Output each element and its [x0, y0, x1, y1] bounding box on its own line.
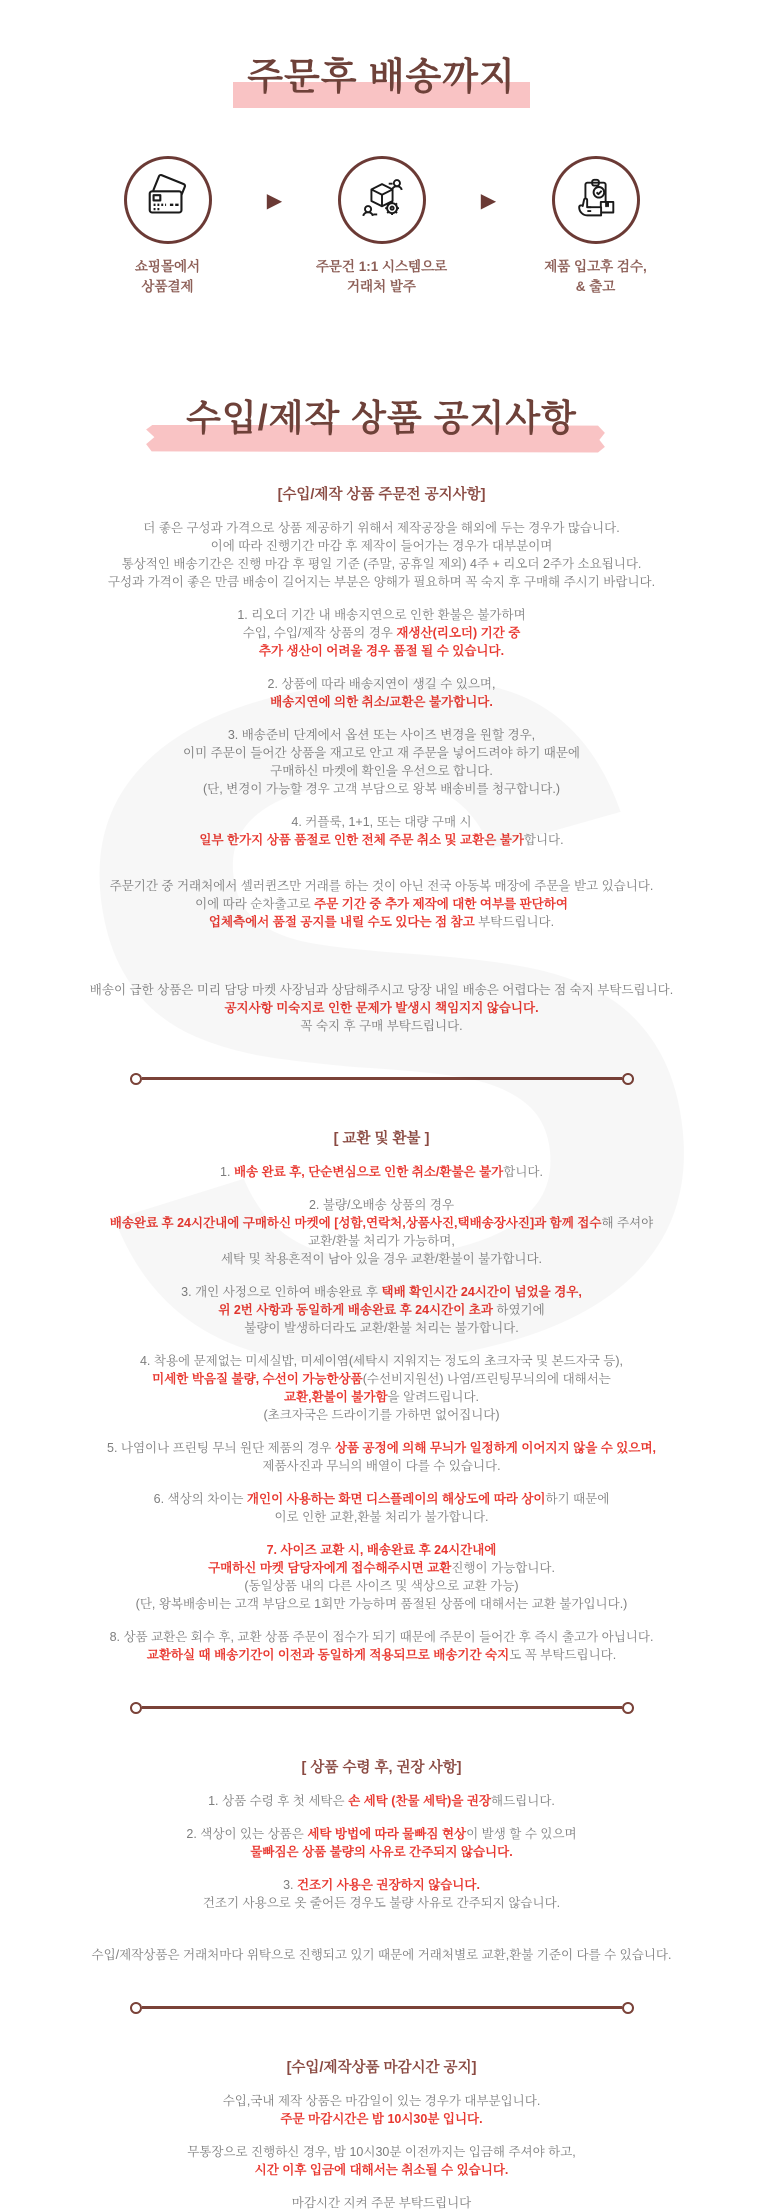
text-line — [32, 1214, 732, 1232]
divider-line — [142, 2006, 622, 2009]
text-line: 구성과 가격이 좋은 만큼 배송이 길어지는 부분은 양해가 필요하며 꼭 숙지 후 구매해 주시기 바랍니다. — [107, 574, 656, 589]
notice-title: 수입/제작 상품 공지사항 — [186, 396, 577, 438]
page-title: 주문후 배송까지 — [247, 56, 516, 97]
step-payment — [79, 156, 257, 298]
text-segment-red: 교환하실 때 배송기간이 이전과 동일하게 적용되므로 배송기간 숙지 — [146, 1647, 510, 1662]
text-line — [32, 624, 732, 642]
text-segment: 진행이 가능합니다. — [451, 1560, 555, 1575]
text-line: 구매하신 마켓에 확인을 우선으로 합니다. — [270, 763, 493, 778]
text-line-red: 주문 마감시간은 밤 10시30분 입니다. — [280, 2111, 483, 2126]
paragraph — [32, 519, 732, 591]
text-segment: 합니다. — [523, 832, 564, 847]
notice-page — [32, 0, 732, 2210]
text-line — [32, 1792, 732, 1810]
refund-item-7 — [32, 1541, 732, 1613]
text-segment-red: 건조기 사용은 권장하지 않습니다. — [296, 1877, 480, 1892]
order-system-icon — [338, 156, 426, 244]
text-line: 마감시간 지켜 주문 부탁드립니다 — [291, 2195, 472, 2210]
step-label-line1: 쇼핑몰에서 — [134, 259, 201, 274]
step-inspection-shipping — [507, 156, 685, 298]
text-line: 2. 불량/오배송 상품의 경우 — [308, 1197, 455, 1212]
section-divider — [130, 1702, 634, 1714]
text-line: (단, 변경이 가능할 경우 고객 부담으로 왕복 배송비를 청구합니다.) — [202, 781, 560, 796]
text-line-red: 7. 사이즈 교환 시, 배송완료 후 24시간내에 — [266, 1542, 497, 1557]
refund-item-1 — [32, 1163, 732, 1181]
text-line: (단, 왕복배송비는 고객 부담으로 1회만 가능하며 품절된 상품에 대해서는 교환 불가입니다.) — [135, 1596, 628, 1611]
text-line-red: 추가 생산이 어려울 경우 품절 될 수 있습니다. — [258, 643, 505, 658]
text-segment: 1. — [220, 1164, 234, 1179]
text-segment-red: 세탁 방법에 따라 물빠짐 현상 — [307, 1826, 467, 1841]
credit-card-icon — [124, 156, 212, 244]
text-line — [32, 1388, 732, 1406]
text-line: 꼭 숙지 후 구매 부탁드립니다. — [300, 1018, 463, 1033]
hero-title-wrap — [247, 46, 515, 100]
divider-line — [142, 1077, 622, 1080]
step-label-line1: 주문건 1:1 시스템으로 — [315, 259, 448, 274]
text-segment: 6. 색상의 차이는 — [153, 1491, 247, 1506]
text-segment: 해드립니다. — [491, 1793, 555, 1808]
text-segment: 이에 따라 순차출고로 — [195, 896, 315, 911]
arrow-right-icon: ▶ — [266, 190, 283, 212]
text-segment: 1. 상품 수령 후 첫 세탁은 — [208, 1793, 349, 1808]
text-line: 불량이 발생하더라도 교환/환불 처리는 불가합니다. — [244, 1320, 519, 1335]
section-divider — [130, 1073, 634, 1085]
divider-ring-icon — [130, 1073, 142, 1085]
text-line — [32, 1370, 732, 1388]
notice-item-2 — [32, 675, 732, 711]
text-line-red: 공지사항 미숙지로 인한 문제가 발생시 책임지지 않습니다. — [224, 1000, 539, 1015]
section-header-deadline: [수입/제작상품 마감시간 공지] — [286, 2059, 477, 2076]
text-line: 3. 배송준비 단계에서 옵션 또는 사이즈 변경을 원할 경우, — [227, 727, 536, 742]
text-segment: 도 꼭 부탁드립니다. — [509, 1647, 617, 1662]
hero-section — [32, 0, 732, 100]
section-divider — [130, 2002, 634, 2014]
text-segment: 5. 나염이나 프린팅 무늬 원단 제품의 경우 — [107, 1440, 335, 1455]
deadline-paragraph-3 — [32, 2194, 732, 2212]
text-line: 1. 리오더 기간 내 배송지연으로 인한 환불은 불가하며 — [237, 607, 526, 622]
text-line: 교환/환불 처리가 가능하며, — [308, 1233, 455, 1248]
text-segment: (수선비지원선) 나염/프린팅무늬의에 대해서는 — [362, 1371, 611, 1386]
divider-ring-icon — [622, 1702, 634, 1714]
text-line: 8. 상품 교환은 회수 후, 교환 상품 주문이 접수가 되기 때문에 주문이 들어간 후 즉시 출고가 아닙니다. — [109, 1629, 654, 1644]
text-segment-red: 상품 공정에 의해 무늬가 일정하게 이어지지 않을 수 있으며, — [334, 1440, 656, 1455]
section-header-care-guide: [ 상품 수령 후, 권장 사항] — [301, 1759, 462, 1776]
divider-ring-icon — [622, 2002, 634, 2014]
text-segment-red: 개인이 사용하는 화면 디스플레이의 해상도에 따라 상이 — [246, 1491, 546, 1506]
text-segment: 해 주셔야 — [601, 1215, 654, 1230]
deadline-paragraph-2 — [32, 2143, 732, 2179]
text-line-red: 물빠짐은 상품 불량의 사유로 간주되지 않습니다. — [250, 1844, 513, 1859]
step-label-line1: 제품 입고후 검수, — [544, 259, 647, 274]
notice-item-3 — [32, 726, 732, 798]
text-line: 세탁 및 착용흔적이 남아 있을 경우 교환/환불이 불가합니다. — [220, 1251, 543, 1266]
text-segment-red: 위 2번 사항과 동일하게 배송완료 후 24시간이 초과 — [218, 1302, 493, 1317]
notice-item-4 — [32, 813, 732, 849]
text-line-red: 시간 이후 입금에 대해서는 취소될 수 있습니다. — [254, 2162, 509, 2177]
text-line — [32, 831, 732, 849]
text-segment-red: 배송 완료 후, 단순변심으로 인한 취소/환불은 불가 — [233, 1164, 504, 1179]
text-segment-red: 구매하신 마켓 담당자에게 접수해주시면 교환 — [208, 1560, 452, 1575]
text-segment-red: 업체측에서 품절 공지를 내릴 수도 있다는 점 참고 — [208, 914, 475, 929]
paragraph — [32, 1946, 732, 1964]
step-label-line2: 거래처 발주 — [347, 279, 416, 295]
text-segment-red: 일부 한가지 상품 품절로 인한 전체 주문 취소 및 교환은 불가 — [199, 832, 524, 847]
text-line: (동일상품 내의 다른 사이즈 및 색상으로 교환 가능) — [244, 1578, 519, 1593]
care-item-2 — [32, 1825, 732, 1861]
text-segment: 합니다. — [503, 1164, 543, 1179]
text-line — [32, 1559, 732, 1577]
step-label — [79, 257, 257, 298]
text-line — [32, 1825, 732, 1843]
text-segment: 수입, 수입/제작 상품의 경우 — [242, 625, 397, 640]
text-segment: 2. 색상이 있는 상품은 — [186, 1826, 308, 1841]
text-line: 4. 착용에 문제없는 미세실밥, 미세이염(세탁시 지워지는 정도의 초크자국 및 본드자국 등), — [139, 1353, 624, 1368]
deadline-paragraph-1 — [32, 2092, 732, 2128]
refund-item-3 — [32, 1283, 732, 1337]
text-line: 이에 따라 진행기간 마감 후 제작이 들어가는 경우가 대부분이며 — [210, 538, 553, 553]
text-line: 주문기간 중 거래처에서 셀러퀸즈만 거래를 하는 것이 아닌 전국 아동복 매장에 주문을 받고 있습니다. — [109, 878, 654, 893]
divider-ring-icon — [130, 2002, 142, 2014]
care-item-1 — [32, 1792, 732, 1810]
divider-line — [142, 1706, 622, 1709]
text-line — [32, 1646, 732, 1664]
text-segment-red: 미세한 박음질 불량, 수선이 가능한상품 — [152, 1371, 363, 1386]
text-line: (초크자국은 드라이기를 가하면 없어집니다) — [263, 1407, 500, 1422]
text-line-red: 배송지연에 의한 취소/교환은 불가합니다. — [270, 694, 493, 709]
inspection-checklist-icon — [552, 156, 640, 244]
refund-item-8 — [32, 1628, 732, 1664]
text-line — [32, 1301, 732, 1319]
step-label — [293, 257, 471, 298]
text-segment: 3. 개인 사정으로 인하여 배송완료 후 — [181, 1284, 382, 1299]
text-line: 더 좋은 구성과 가격으로 상품 제공하기 위해서 제작공장을 해외에 두는 경우가 많습니다. — [143, 520, 620, 535]
text-segment-red: 재생산(리오더) 기간 중 — [396, 625, 521, 640]
notice-section — [32, 390, 732, 441]
refund-item-5 — [32, 1439, 732, 1475]
text-segment-red: 손 세탁 (찬물 세탁)을 권장 — [348, 1793, 492, 1808]
text-line — [32, 1283, 732, 1301]
text-line: 수입/제작상품은 거래처마다 위탁으로 진행되고 있기 때문에 거래처별로 교환,환불 기준이 다를 수 있습니다. — [91, 1947, 672, 1962]
paragraph — [32, 877, 732, 931]
step-label-line2: 상품결제 — [141, 279, 194, 295]
text-line — [32, 1439, 732, 1457]
refund-item-2 — [32, 1196, 732, 1268]
text-line — [32, 913, 732, 931]
paragraph — [32, 981, 732, 1035]
text-segment: 하였기에 — [492, 1302, 545, 1317]
text-line — [32, 895, 732, 913]
text-segment: 부탁드립니다. — [474, 914, 555, 929]
refund-item-6 — [32, 1490, 732, 1526]
notice-item-1 — [32, 606, 732, 660]
text-line: 이로 인한 교환,환불 처리가 불가합니다. — [274, 1509, 489, 1524]
text-line: 건조기 사용으로 옷 줄어든 경우도 불량 사유로 간주되지 않습니다. — [202, 1895, 561, 1910]
refund-item-4 — [32, 1352, 732, 1424]
notice-title-wrap — [186, 390, 577, 441]
section-header-exchange-refund: [ 교환 및 환불 ] — [333, 1130, 430, 1147]
text-line: 통상적인 배송기간은 진행 마감 후 평일 기준 (주말, 공휴일 제외) 4주 + 리오더 2주가 소요됩니다. — [121, 556, 642, 571]
text-line: 무통장으로 진행하신 경우, 밤 10시30분 이전까지는 입금해 주셔야 하고, — [187, 2144, 576, 2159]
text-line: 2. 상품에 따라 배송지연이 생길 수 있으며, — [267, 676, 496, 691]
text-segment-red: 배송완료 후 24시간내에 구매하신 마켓에 [성함,연락처,상품사진,택배송장사진]과 함께 접수 — [109, 1215, 602, 1230]
text-line: 배송이 급한 상품은 미리 담당 마켓 사장님과 상담해주시고 당장 내일 배송은 어렵다는 점 숙지 부탁드립니다. — [89, 982, 674, 997]
arrow-right-icon: ▶ — [480, 190, 497, 212]
divider-ring-icon — [622, 1073, 634, 1085]
text-segment: 이 발생 할 수 있으며 — [466, 1826, 577, 1841]
text-line: 이미 주문이 들어간 상품을 재고로 안고 재 주문을 넣어드려야 하기 때문에 — [183, 745, 580, 760]
care-item-3 — [32, 1876, 732, 1912]
text-segment-red: 택배 확인시간 24시간이 넘었을 경우, — [381, 1284, 582, 1299]
text-segment: 을 알려드립니다. — [387, 1389, 480, 1404]
text-line: 4. 커플룩, 1+1, 또는 대량 구매 시 — [291, 814, 472, 829]
text-segment-red: 교환,환불이 불가함 — [283, 1389, 388, 1404]
divider-ring-icon — [130, 1702, 142, 1714]
text-segment-red: 주문 기간 중 추가 제작에 대한 여부를 판단하여 — [314, 896, 568, 911]
text-line — [32, 1876, 732, 1894]
text-line: 수입,국내 제작 상품은 마감일이 있는 경우가 대부분입니다. — [222, 2093, 541, 2108]
text-segment: 하기 때문에 — [545, 1491, 610, 1506]
text-line: 제품사진과 무늬의 배열이 다를 수 있습니다. — [262, 1458, 501, 1473]
step-label — [507, 257, 685, 298]
order-process-steps — [32, 156, 732, 298]
text-segment: 3. — [283, 1877, 297, 1892]
text-line — [32, 1490, 732, 1508]
text-line — [32, 1163, 732, 1181]
section-header-pre-order: [수입/제작 상품 주문전 공지사항] — [277, 486, 486, 503]
step-label-line2: & 출고 — [575, 279, 616, 295]
step-order-system — [293, 156, 471, 298]
